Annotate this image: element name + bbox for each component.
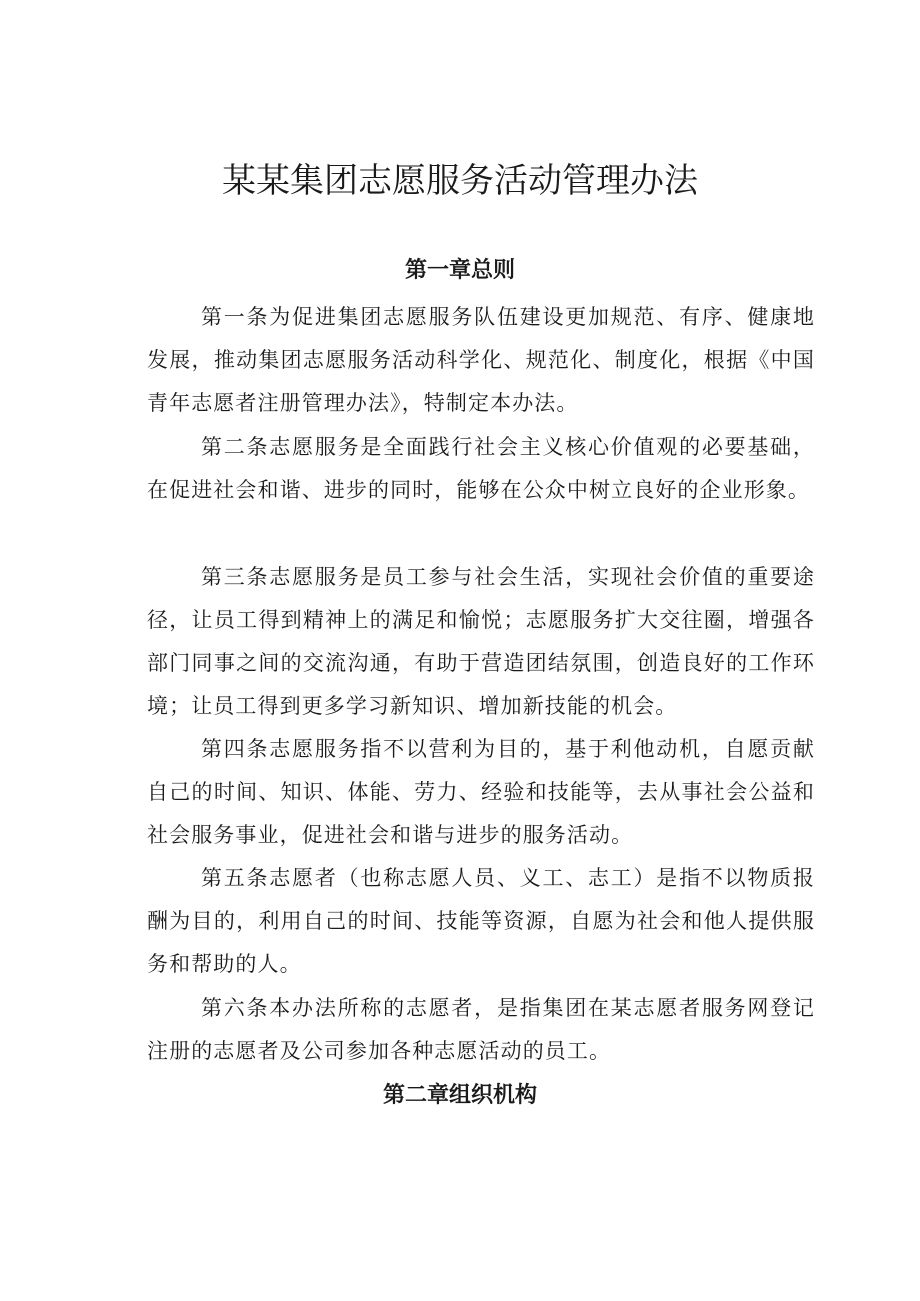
article-paragraph: 第五条志愿者（也称志愿人员、义工、志工）是指不以物质报酬为目的，利用自己的时间、技能等资源，自愿为社会和他人提供服务和帮助的人。: [147, 866, 815, 976]
document-title: 某某集团志愿服务活动管理办法: [222, 161, 698, 201]
article-paragraph: 第四条志愿服务指不以营利为目的，基于利他动机，自愿贡献自己的时间、知识、体能、劳力、经验和技能等，去从事社会公益和社会服务事业，促进社会和谐与进步的服务活动。: [147, 737, 815, 847]
chapter-heading: 第二章组织机构: [382, 1083, 537, 1108]
article-paragraph: 第一条为促进集团志愿服务队伍建设更加规范、有序、健康地发展，推动集团志愿服务活动科学化、规范化、制度化，根据《中国青年志愿者注册管理办法》，特制定本办法。: [147, 305, 815, 415]
article-paragraph: 第二条志愿服务是全面践行社会主义核心价值观的必要基础，在促进社会和谐、进步的同时，能够在公众中树立良好的企业形象。: [147, 435, 815, 502]
article-paragraph: 第三条志愿服务是员工参与社会生活，实现社会价值的重要途径，让员工得到精神上的满足和愉悦；志愿服务扩大交往圈，增强各部门同事之间的交流沟通，有助于营造团结氛围，创造良好的工作环境；让员工得到更多学习新知识、增加新技能的机会。: [147, 565, 815, 718]
chapter-heading: 第一章总则: [404, 258, 515, 283]
article-paragraph: 第六条本办法所称的志愿者，是指集团在某志愿者服务网登记注册的志愿者及公司参加各种志愿活动的员工。: [147, 996, 815, 1063]
